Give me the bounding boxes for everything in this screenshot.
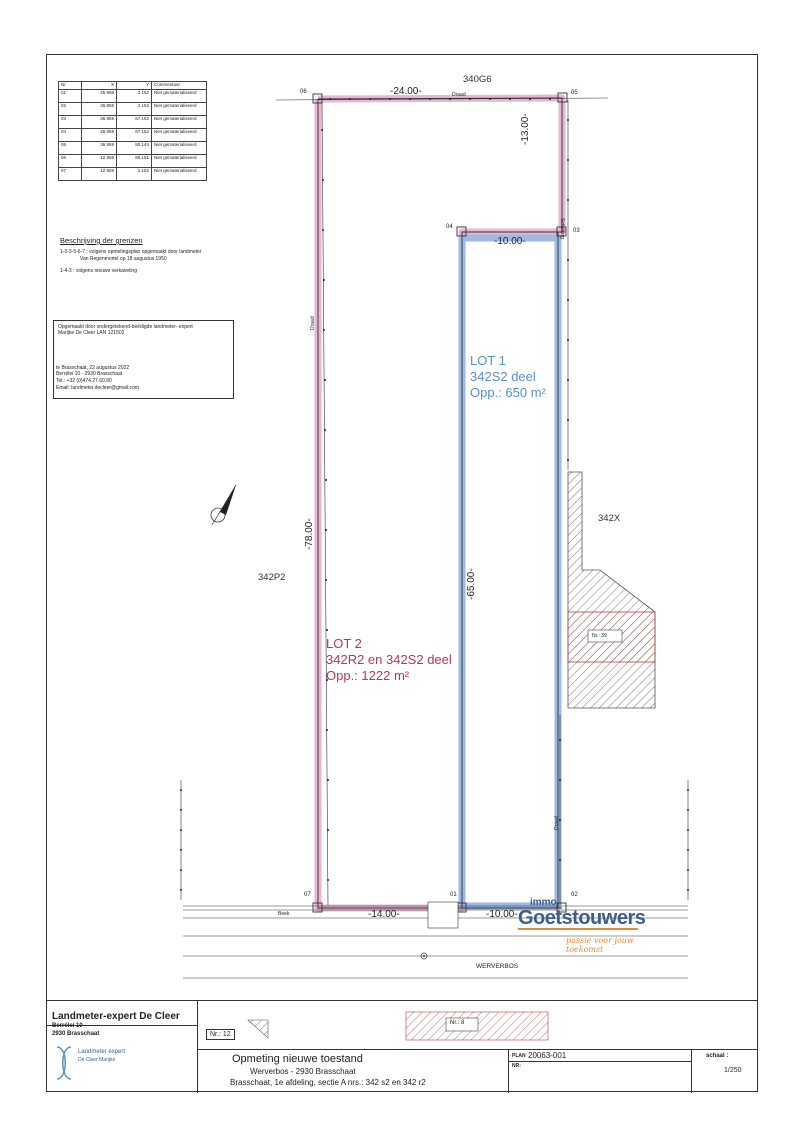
cell-x: 36.959 — [82, 103, 117, 116]
point-03: 03 — [573, 228, 580, 234]
fence-posts — [180, 98, 689, 891]
cell-commentaar: Niet gematerialiseerd — [152, 129, 207, 142]
street-name: WERVERBOS — [476, 963, 519, 970]
nr-house: Nr.: 8 — [450, 1020, 465, 1026]
cell-commentaar: Niet gematerialiseerd — [152, 103, 207, 116]
parcel-label-left: 342P2 — [258, 572, 286, 583]
cell-nr: 01 — [59, 90, 82, 103]
company-address-2: 2930 Brasschaat — [52, 1031, 100, 1037]
company-name: Landmeter-expert De Cleer — [52, 1011, 180, 1022]
cell-x: 36.959 — [82, 142, 117, 155]
parcel-label-top: 340G6 — [463, 74, 492, 85]
author-line-4: Berrélei 10 - 2930 Brasschaat — [56, 371, 123, 377]
parcel-label-right: 342X — [598, 513, 621, 524]
brand-small: immo — [530, 897, 557, 908]
lot2-parcel: 342R2 en 342S2 deel — [326, 652, 452, 667]
title-block — [46, 1000, 758, 1092]
dim-bottom-right: -10.00- — [486, 909, 518, 920]
point-05: 05 — [571, 90, 578, 96]
cell-y: 2.152 — [117, 103, 152, 116]
cell-x: 36.959 — [82, 116, 117, 129]
drawing-title: Opmeting nieuwe toestand — [232, 1053, 363, 1065]
col-commentaar: Commentaar — [152, 82, 207, 90]
lot2-boundary — [318, 98, 562, 908]
scale-value: 1/250 — [724, 1067, 742, 1074]
lot1-area: Opp.: 650 m² — [470, 385, 546, 400]
cell-y: 2.152 — [117, 168, 152, 181]
point-01: 01 — [450, 892, 457, 898]
point-02: 02 — [571, 892, 578, 898]
author-line-5: Tel.: +32 (0)474.27.60.80 — [56, 378, 112, 384]
lot1-parcel: 342S2 deel — [470, 369, 536, 384]
drawing-subtitle-2: Brasschaat, 1e afdeling, sectie A nrs.: 342 s2 en 342 r2 — [230, 1078, 426, 1087]
house-number: Nr.: 39 — [592, 633, 607, 639]
boundaries-line-4: 1-4-3 : volgens nieuwe verkaveling — [60, 268, 137, 274]
cell-nr: 07 — [59, 168, 82, 181]
cell-commentaar: Niet gematerialiseerd — [152, 142, 207, 155]
cell-y: 80.144 — [117, 142, 152, 155]
fence-label-left: Draad — [310, 316, 316, 330]
cell-x: 26.959 — [82, 129, 117, 142]
corner-markers — [313, 93, 567, 912]
dim-lot1-top: -10.00- — [494, 236, 526, 247]
brand-name: Goetstouwers — [518, 907, 646, 929]
cell-commentaar: Niet gematerialiseerd — [152, 168, 207, 181]
drawing-subtitle-1: Werverbos - 2930 Brasschaat — [250, 1067, 356, 1076]
nr-label: Nr.: 12 — [206, 1029, 235, 1040]
cell-x: 26.958 — [82, 90, 117, 103]
author-line-1: Opgemaakt door ondergetekend-beëdigde landmeter- expert — [58, 324, 193, 330]
cell-nr: 06 — [59, 155, 82, 168]
author-line-2: Marijke De Cleer LAN 121502 — [58, 330, 125, 336]
company-address-1: Berrélei 10 — [52, 1023, 83, 1029]
lot2-name: LOT 2 — [326, 636, 362, 651]
lot2-label — [326, 636, 452, 684]
point-07: 07 — [304, 892, 311, 898]
company-logo-icon — [54, 1045, 74, 1081]
neighbour-building — [568, 472, 655, 708]
cell-commentaar: Niet gematerialiseerd — [152, 116, 207, 129]
col-nr: Nr — [59, 82, 82, 90]
cell-y: 67.152 — [117, 129, 152, 142]
brand-watermark — [518, 898, 658, 954]
cell-x: 12.959 — [82, 168, 117, 181]
plan-value: 20063-001 — [528, 1051, 567, 1060]
cell-nr: 03 — [59, 116, 82, 129]
point-04: 04 — [446, 224, 453, 230]
dim-bottom-left: -14.00- — [368, 909, 400, 920]
point-06: 06 — [300, 89, 307, 95]
cell-nr: 04 — [59, 129, 82, 142]
logo-name-2: De Cleer Marijke — [78, 1057, 116, 1063]
boundaries-line-2: Van Regenmortel op 18 augustus 1950 — [80, 256, 167, 262]
cell-nr: 02 — [59, 103, 82, 116]
fence-label-schutting: Schutting — [559, 218, 565, 239]
col-x: X — [82, 82, 117, 90]
logo-name-1: Landmeter expert — [78, 1049, 126, 1055]
nr-field-label: NR: — [512, 1063, 521, 1069]
dim-top: -24.00- — [390, 86, 422, 97]
cell-commentaar: Niet gematerialiseerd — [152, 155, 207, 168]
fence-label-right: Draad — [554, 816, 560, 830]
author-line-3: te Brasschaat, 22 augustus 2022 — [56, 365, 130, 371]
fence-label-beek: Beek — [278, 911, 290, 917]
plan-label: PLAN — [512, 1053, 526, 1059]
cell-y: 80.151 — [117, 155, 152, 168]
cell-y: 2.152 — [117, 90, 152, 103]
cell-nr: 05 — [59, 142, 82, 155]
lot2-area: Opp.: 1222 m² — [326, 668, 410, 683]
cell-commentaar: Niet gematerialiseerd — [152, 90, 207, 103]
lot1-label — [470, 353, 546, 401]
cell-y: 67.152 — [117, 116, 152, 129]
dim-middle: -65.00- — [466, 568, 477, 600]
cell-x: 12.959 — [82, 155, 117, 168]
scale-label: schaal : — [706, 1053, 729, 1059]
boundaries-title: Beschrijving der grenzen — [60, 236, 143, 245]
lot1-name: LOT 1 — [470, 353, 506, 368]
dim-right-upper: -13.00- — [520, 113, 531, 145]
author-line-6: Email: landmeter.decleer@gmail.com — [56, 385, 139, 391]
fence-label-top: Draad — [452, 92, 466, 98]
survey-lines — [318, 98, 562, 908]
col-y: Y — [117, 82, 152, 90]
brand-tagline: passie voor jouw toekomst — [566, 936, 634, 954]
north-arrow-icon — [211, 485, 236, 525]
dim-left: -78.00- — [304, 518, 315, 550]
boundaries-line-1: 1-2-3-5-6-7 : volgens opmetingsplan opgemaakt door landmeter — [60, 249, 202, 255]
